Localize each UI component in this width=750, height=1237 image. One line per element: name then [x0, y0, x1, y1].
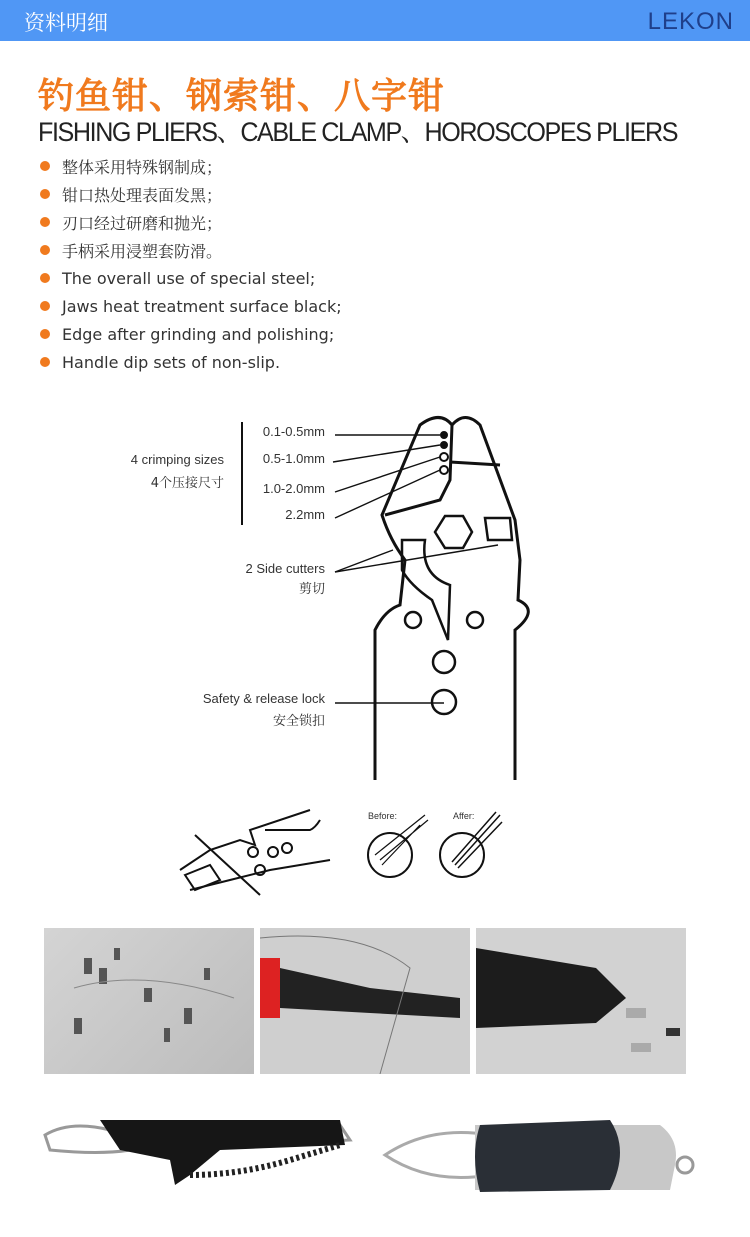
- feature-item: [40, 348, 342, 376]
- feature-item: [40, 236, 342, 264]
- bullet-icon: [40, 189, 50, 199]
- size-label: 0.5-1.0mm: [262, 451, 325, 466]
- size-label: 1.0-2.0mm: [262, 481, 325, 496]
- feature-item: [40, 152, 342, 180]
- cutters-label-en: 2 Side cutters: [245, 561, 325, 576]
- plier-sleeves-image: [476, 928, 686, 1074]
- crimp-usage-illustration: [170, 800, 510, 900]
- crimping-image: [260, 928, 470, 1074]
- bullet-icon: [40, 357, 50, 367]
- fish-gripper-tool: [40, 1105, 370, 1205]
- feature-item: [40, 180, 342, 208]
- bullet-icon: [40, 161, 50, 171]
- photo-plier-sleeves: [476, 928, 686, 1074]
- lock-label-cn: 安全锁扣: [272, 714, 325, 729]
- photo-crimp-sleeves: [44, 928, 254, 1074]
- before-label: Before:: [368, 811, 398, 821]
- size-label: 2.2mm: [285, 507, 325, 522]
- feature-text: Jaws heat treatment surface black;: [62, 296, 342, 316]
- lock-label-en: Safety & release lock: [202, 691, 325, 706]
- feature-text: 钳口热处理表面发黑；: [62, 185, 223, 205]
- product-title-en: FISHING PLIERS、CABLE CLAMP、HOROSCOPES PLIERS: [38, 117, 678, 147]
- sleeves-image: [44, 928, 254, 1074]
- feature-text: 整体采用特殊钢制成；: [62, 157, 223, 177]
- plier-diagram: [0, 400, 750, 790]
- feature-text: Handle dip sets of non-slip.: [62, 352, 281, 372]
- bullet-icon: [40, 245, 50, 255]
- feature-item: [40, 208, 342, 236]
- multi-gripper-tool: [380, 1110, 720, 1200]
- feature-text: 刃口经过研磨和抛光；: [62, 213, 223, 233]
- header-title: 资料明细: [24, 11, 108, 35]
- crimping-label-cn: 4个压接尺寸: [150, 476, 224, 491]
- feature-item: [40, 292, 342, 320]
- brand-logo: LEKON: [647, 8, 734, 35]
- bullet-icon: [40, 329, 50, 339]
- crimping-label-en: 4 crimping sizes: [130, 452, 224, 467]
- size-label: 0.1-0.5mm: [262, 424, 325, 439]
- feature-item: [40, 320, 342, 348]
- feature-text: Edge after grinding and polishing;: [62, 324, 335, 344]
- after-label: Affer:: [453, 811, 475, 821]
- feature-list: [40, 152, 342, 376]
- product-title-cn: 钓鱼钳、钢索钳、八字钳: [38, 76, 446, 117]
- bullet-icon: [40, 301, 50, 311]
- cutters-label-cn: 剪切: [298, 582, 325, 597]
- header-bar: [0, 0, 750, 41]
- bullet-icon: [40, 273, 50, 283]
- feature-item: [40, 264, 342, 292]
- photo-crimping-cable: [260, 928, 470, 1074]
- feature-text: The overall use of special steel;: [62, 268, 316, 288]
- feature-text: 手柄采用浸塑套防滑。: [62, 241, 223, 261]
- bullet-icon: [40, 217, 50, 227]
